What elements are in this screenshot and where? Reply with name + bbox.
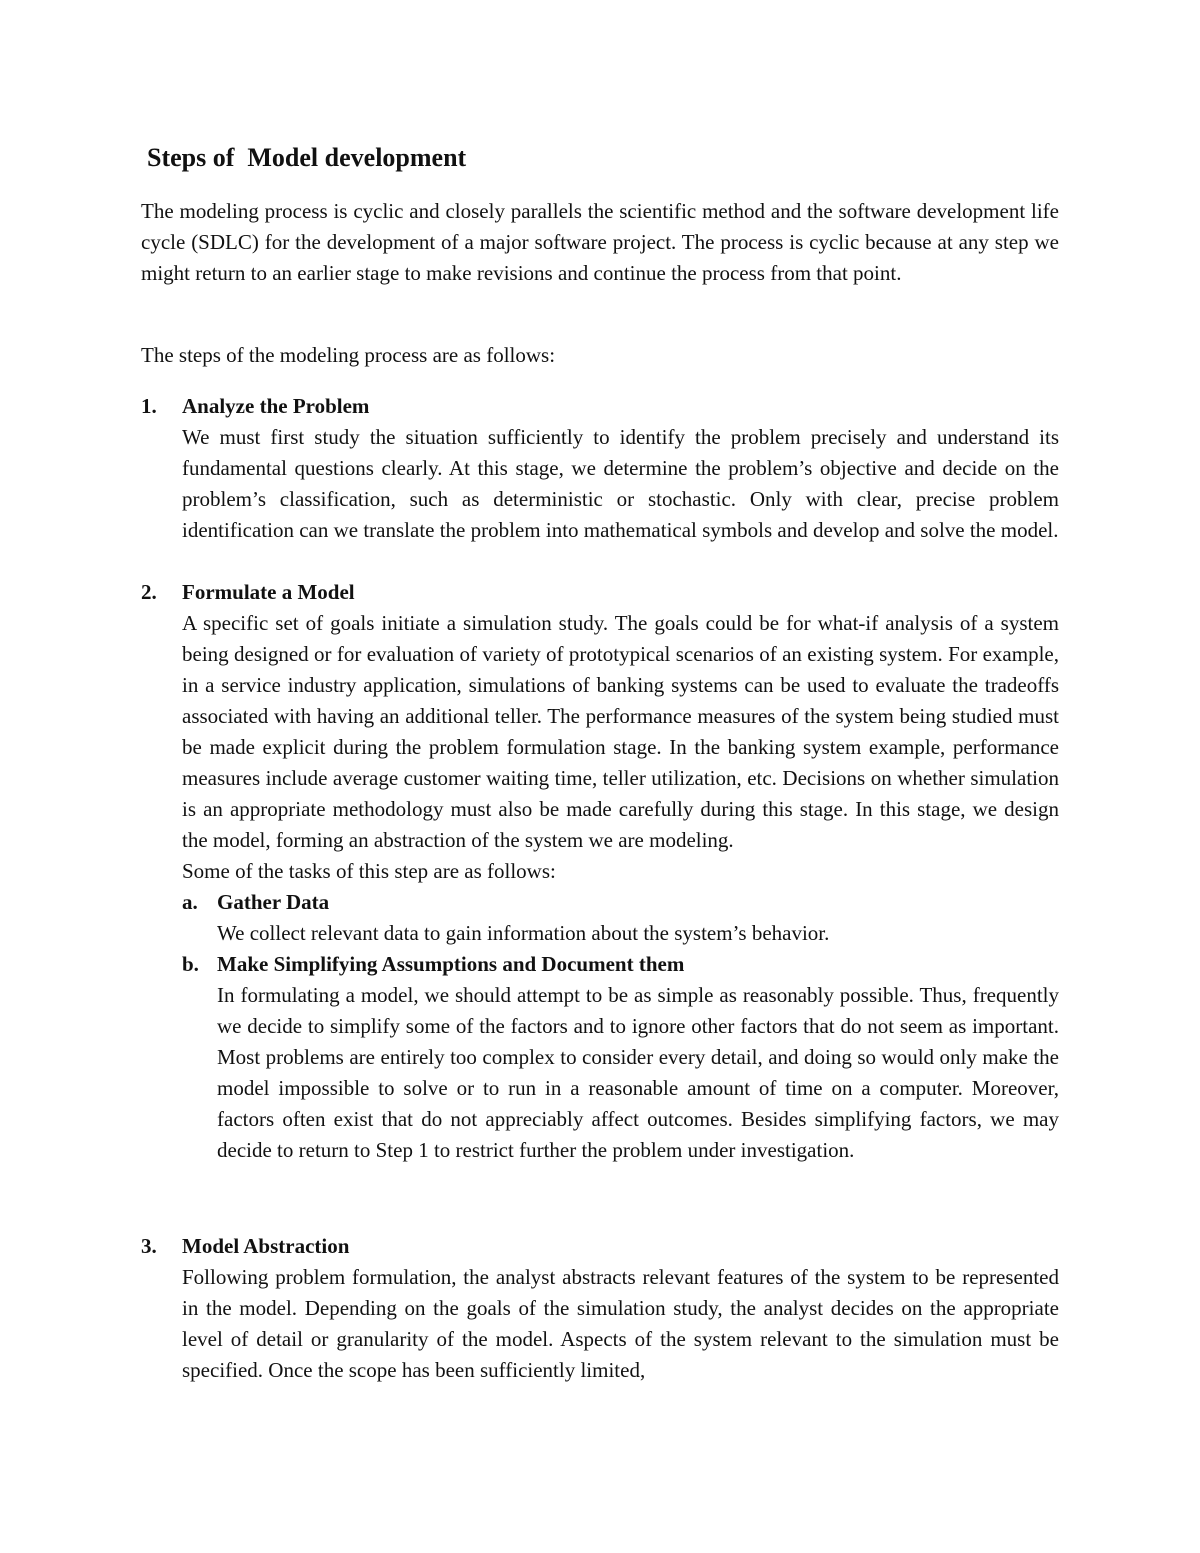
subitem-letter: b. (182, 952, 199, 976)
subitem-title: Gather Data (217, 890, 330, 914)
step-heading (141, 1231, 1059, 1262)
step-heading (141, 391, 1059, 422)
step-number: 3. (141, 1234, 157, 1258)
step-analyze-the-problem (141, 391, 1059, 546)
subitem-title: Make Simplifying Assumptions and Document them (217, 952, 685, 976)
steps-intro-paragraph: The steps of the modeling process are as follows: (141, 343, 556, 367)
step-title: Model Abstraction (182, 1234, 350, 1258)
step-title: Analyze the Problem (182, 394, 370, 418)
subitem-heading (182, 949, 1059, 980)
subitem-body: We collect relevant data to gain information about the system’s behavior. (217, 921, 830, 945)
subitem-heading (182, 887, 1059, 918)
step-formulate-a-model (141, 577, 1059, 1166)
step-body: A specific set of goals initiate a simulation study. The goals could be for what-if analysis of a system being designed or for evaluation of variety of prototypical scenarios of an existing system. For example, in a service industry application, simulations of banking systems can be used to evaluate the tradeoffs associated with having an additional teller. The performance measures of the system being studied must be made explicit during the problem formulation stage. In the banking system example, performance measures include average customer waiting time, teller utilization, etc. Decisions on whether simulation is an appropriate methodology must also be made carefully during this stage. In this stage, we design the model, forming an abstraction of the system we are modeling. (182, 611, 1059, 852)
step-body: Following problem formulation, the analyst abstracts relevant features of the system to be represented in the model. Depending on the goals of the simulation study, the analyst decides on the appropriate level of detail or granularity of the model. Aspects of the system relevant to the simulation must be specified. Once the scope has been sufficiently limited, (182, 1265, 1059, 1382)
step-title: Formulate a Model (182, 580, 355, 604)
step-heading (141, 577, 1059, 608)
subitem-simplifying-assumptions (182, 949, 1059, 1166)
step-number: 1. (141, 394, 157, 418)
step-number: 2. (141, 580, 157, 604)
page-title: Steps of Model development (147, 143, 467, 172)
subitem-gather-data (182, 887, 1059, 949)
tasks-intro: Some of the tasks of this step are as follows: (182, 859, 556, 883)
intro-paragraph: The modeling process is cyclic and closely parallels the scientific method and the software development life cycle (SDLC) for the development of a major software project. The process is cyclic because at any step we might return to an earlier stage to make revisions and continue the process from that point. (141, 199, 1059, 285)
subitem-letter: a. (182, 890, 198, 914)
step-model-abstraction (141, 1231, 1059, 1386)
step-body: We must first study the situation sufficiently to identify the problem precisely and understand its fundamental questions clearly. At this stage, we determine the problem’s objective and decide on the problem’s classification, such as deterministic or stochastic. Only with clear, precise problem identification can we translate the problem into mathematical symbols and develop and solve the model. (182, 425, 1059, 542)
subitem-body: In formulating a model, we should attempt to be as simple as reasonably possible. Thus, frequently we decide to simplify some of the factors and to ignore other factors that do not seem as important. Most problems are entirely too complex to consider every detail, and doing so would only make the model impossible to solve or to run in a reasonable amount of time on a computer. Moreover, factors often exist that do not appreciably affect outcomes. Besides simplifying factors, we may decide to return to Step 1 to restrict further the problem under investigation. (217, 983, 1059, 1162)
